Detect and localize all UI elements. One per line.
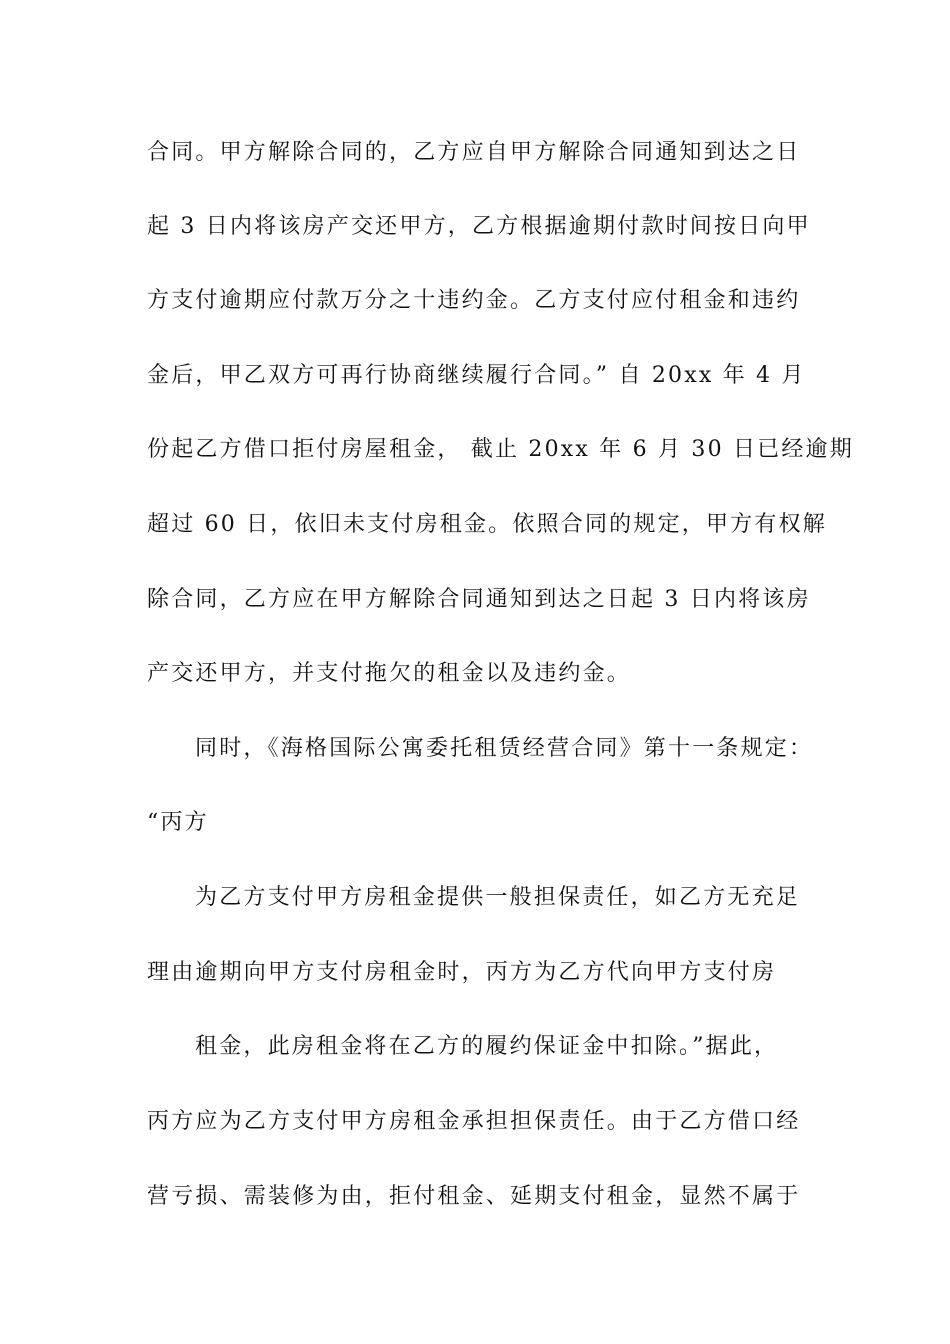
- paragraph-line: 产交还甲方，并支付拖欠的租金以及违约金。: [147, 661, 632, 686]
- paragraph-line: 理由逾期向甲方支付房租金时，丙方为乙方代向甲方支付房: [147, 960, 777, 985]
- paragraph-line: 起 3 日内将该房产交还甲方，乙方根据逾期付款时间按日向甲: [147, 214, 811, 239]
- paragraph-line: 方支付逾期应付款万分之十违约金。乙方支付应付租金和违约: [147, 288, 801, 313]
- paragraph-line-indented: 为乙方支付甲方房租金提供一般担保责任，如乙方无充足: [195, 885, 801, 910]
- paragraph-line: 营亏损、需装修为由，拒付租金、延期支付租金，显然不属于: [147, 1184, 801, 1209]
- paragraph-line: 超过 60 日，依旧未支付房租金。依照合同的规定，甲方有权解: [147, 512, 827, 537]
- paragraph-line-indented: 同时，《海格国际公寓委托租赁经营合同》第十一条规定：: [195, 736, 814, 761]
- paragraph-line: 丙方应为乙方支付甲方房租金承担担保责任。由于乙方借口经: [147, 1109, 801, 1134]
- paragraph-line: 份起乙方借口拒付房屋租金， 截止 20xx 年 6 月 30 日已经逾期: [147, 437, 854, 462]
- paragraph-line: “丙方: [147, 810, 209, 835]
- paragraph-line-indented: 租金，此房租金将在乙方的履约保证金中扣除。”据此，: [195, 1034, 779, 1059]
- paragraph-line: 金后，甲乙双方可再行协商继续履行合同。” 自 20xx 年 4 月: [147, 363, 806, 388]
- paragraph-line: 合同。甲方解除合同的，乙方应自甲方解除合同通知到达之日: [147, 140, 801, 165]
- paragraph-line: 除合同，乙方应在甲方解除合同通知到达之日起 3 日内将该房: [147, 587, 811, 612]
